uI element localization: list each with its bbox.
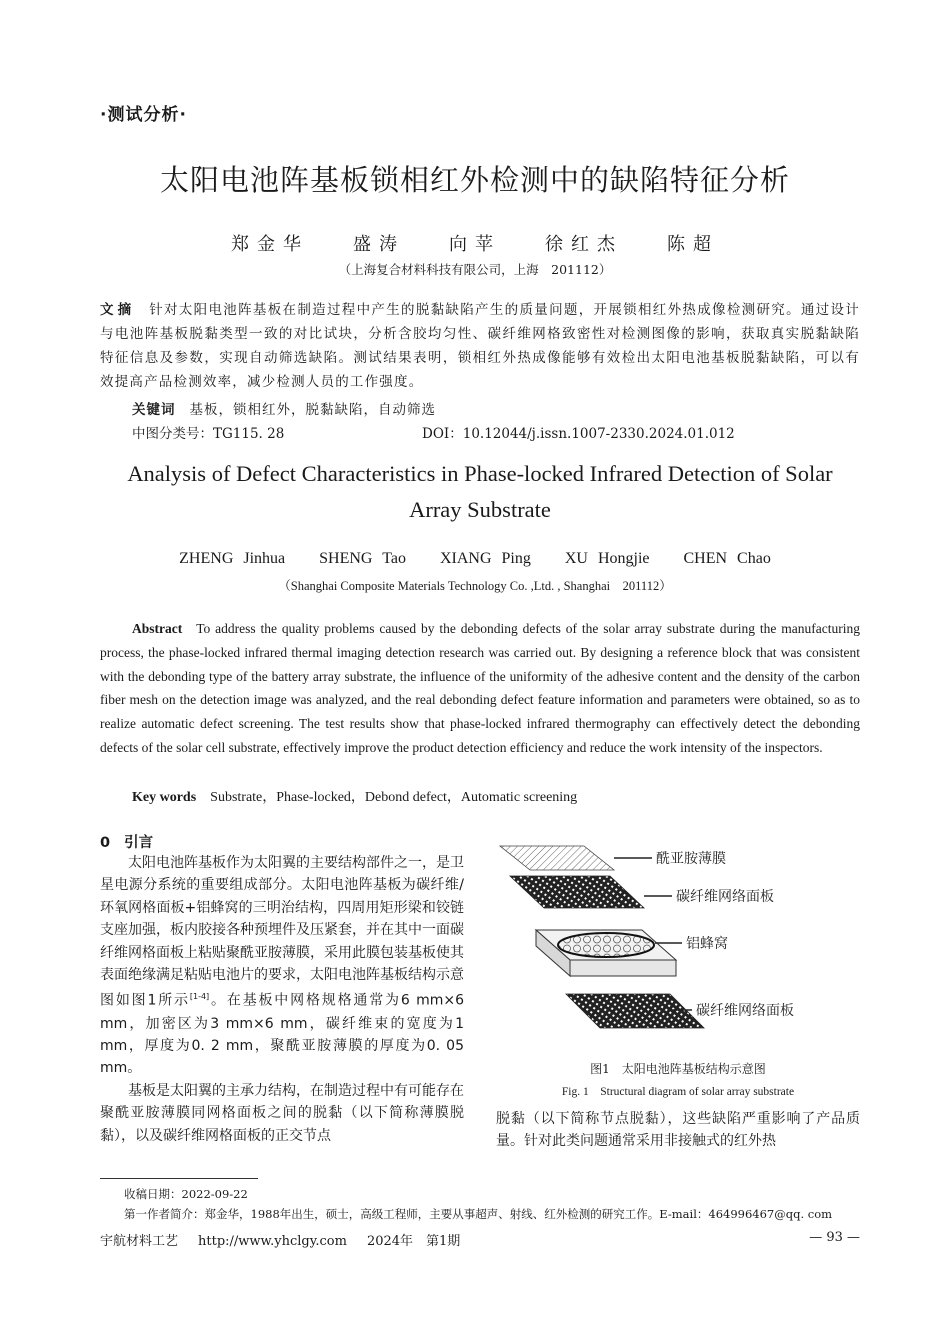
authors-en [0, 550, 950, 568]
affiliation-cn: （上海复合材料科技有限公司，上海 201112） [338, 262, 612, 277]
footnote-rule [100, 1178, 258, 1179]
author-en: CHEN Chao [683, 550, 771, 567]
journal-issue: 2024年 第1期 [366, 1234, 461, 1249]
paragraph: 脱黏（以下简称节点脱黏），这些缺陷严重影响了产品质量。针对此类问题通常采用非接触式的红外热 [496, 1111, 860, 1150]
figure-caption-cn: 图1 太阳电池阵基板结构示意图 [590, 1062, 766, 1076]
body-left-column [100, 852, 464, 1147]
abstract-en-label: Abstract [132, 621, 183, 636]
carbon-mesh-layer-bottom [566, 994, 704, 1028]
paragraph-text: 。在基板中网格规格通常为6 mm×6 mm，加密区为3 mm×6 mm，碳纤维束的宽度为1 mm，厚度为0. 2 mm，聚酰亚胺薄膜的厚度为0. 05 mm。 [100, 993, 464, 1077]
section-heading [100, 831, 153, 852]
label-mesh-bottom: 碳纤维网络面板 [696, 1003, 794, 1019]
section-title: 引言 [124, 835, 154, 851]
abstract-cn-label: 文摘 [100, 302, 136, 318]
label-honeycomb: 铝蜂窝 [686, 936, 728, 952]
title-en: Analysis of Defect Characteristics in Phase-locked Infrared Detection of Solar Array Substrate [127, 461, 833, 522]
abstract-en [100, 617, 860, 760]
author-en: XIANG Ping [439, 550, 531, 567]
abstract-en-text: To address the quality problems caused by the debonding defects of the solar array substrate during the manufacturing process, the phase-locked infrared thermal imaging detection research was carried out. By designing a reference block that was consistent with the debonding type of the battery array substrate, the influence of the uniformity of the adhesive content and the density of the carbon fiber mesh on the detection image was analyzed, and the real debonding defect feature information and parameters were obtained, so as to realize automatic defect screening. The test results show that phase-locked infrared thermography can effectively detect the debonding defects of the solar cell substrate, effectively improve the product detection efficiency and reduce the work intensity of the inspectors. [100, 621, 860, 755]
doi: DOI：10.12044/j.issn.1007-2330.2024.01.012 [422, 426, 735, 442]
author-cn: 盛涛 [353, 234, 405, 255]
page-number: — 93 — [809, 1230, 860, 1245]
authors-cn [0, 230, 950, 256]
journal-url: http://www.yhclgy.com [198, 1234, 347, 1249]
figure-1-diagram [492, 836, 872, 1066]
body-right-column [496, 1108, 860, 1153]
page-footer [100, 1230, 480, 1249]
keywords-cn [132, 398, 436, 418]
title-cn: 太阳电池阵基板锁相红外检测中的缺陷特征分析 [159, 163, 790, 197]
keywords-en [132, 786, 577, 806]
author-cn: 陈超 [667, 234, 719, 255]
polyimide-film-layer [500, 846, 614, 870]
author-cn: 徐红杰 [545, 234, 623, 255]
abstract-cn [100, 298, 860, 394]
author-en: SHENG Tao [319, 550, 406, 567]
section-tag: ·测试分析· [100, 105, 187, 125]
section-number: 0 [100, 835, 111, 851]
classification-number: 中图分类号：TG115. 28 [132, 426, 285, 442]
citation: [1-4] [189, 992, 210, 1002]
keywords-en-label: Key words [132, 790, 197, 805]
footnote-received: 收稿日期：2022-09-22 [124, 1187, 248, 1201]
keywords-en-text: Substrate，Phase-locked，Debond defect，Automatic screening [210, 790, 578, 805]
affiliation-en: （Shanghai Composite Materials Technology Co. ,Ltd. , Shanghai 201112） [278, 579, 672, 593]
keywords-cn-text: 基板，锁相红外，脱黏缺陷，自动筛选 [189, 402, 436, 418]
author-cn: 郑金华 [231, 234, 309, 255]
figure-caption-en: Fig. 1 Structural diagram of solar array substrate [561, 1086, 795, 1098]
label-film: 酰亚胺薄膜 [656, 851, 726, 867]
author-cn: 向苹 [449, 234, 501, 255]
abstract-cn-text: 针对太阳电池阵基板在制造过程中产生的脱黏缺陷产生的质量问题，开展锁相红外热成像检测研究。通过设计与电池阵基板脱黏类型一致的对比试块，分析含胶均匀性、碳纤维网格致密性对检测图像的影响，获取真实脱黏缺陷特征信息及参数，实现自动筛选缺陷。测试结果表明，锁相红外热成像能够有效检出太阳电池基板脱黏缺陷，可以有效提高产品检测效率，减少检测人员的工作强度。 [100, 302, 861, 390]
footnote-author: 第一作者简介：郑金华，1988年出生，硕士，高级工程师，主要从事超声、射线、红外检测的研究工作。E-mail：464996467@qq. com [124, 1207, 833, 1221]
author-en: ZHENG Jinhua [179, 550, 286, 567]
carbon-mesh-layer-top [510, 876, 644, 908]
label-mesh-top: 碳纤维网络面板 [676, 889, 774, 905]
author-en: XU Hongjie [564, 550, 650, 567]
journal-name: 宇航材料工艺 [100, 1234, 179, 1249]
paragraph [100, 852, 464, 1080]
paragraph-text: 太阳电池阵基板作为太阳翼的主要结构部件之一，是卫星电源分系统的重要组成部分。太阳电池阵基板为碳纤维/环氧网格面板+铝蜂窝的三明治结构，四周用矩形梁和铰链支座加强，板内胶接各种预埋件及压紧套，并在其中一面碳纤维网格面板上粘贴聚酰亚胺薄膜，采用此膜包装基板使其表面绝缘满足粘贴电池片的要求，太阳电池阵基板结构示意图如图1所示 [100, 855, 464, 1010]
paragraph: 基板是太阳翼的主承力结构，在制造过程中有可能存在聚酰亚胺薄膜同网格面板之间的脱黏（以下简称薄膜脱黏），以及碳纤维网格面板的正交节点 [100, 1082, 464, 1144]
keywords-cn-label: 关键词 [132, 402, 176, 418]
